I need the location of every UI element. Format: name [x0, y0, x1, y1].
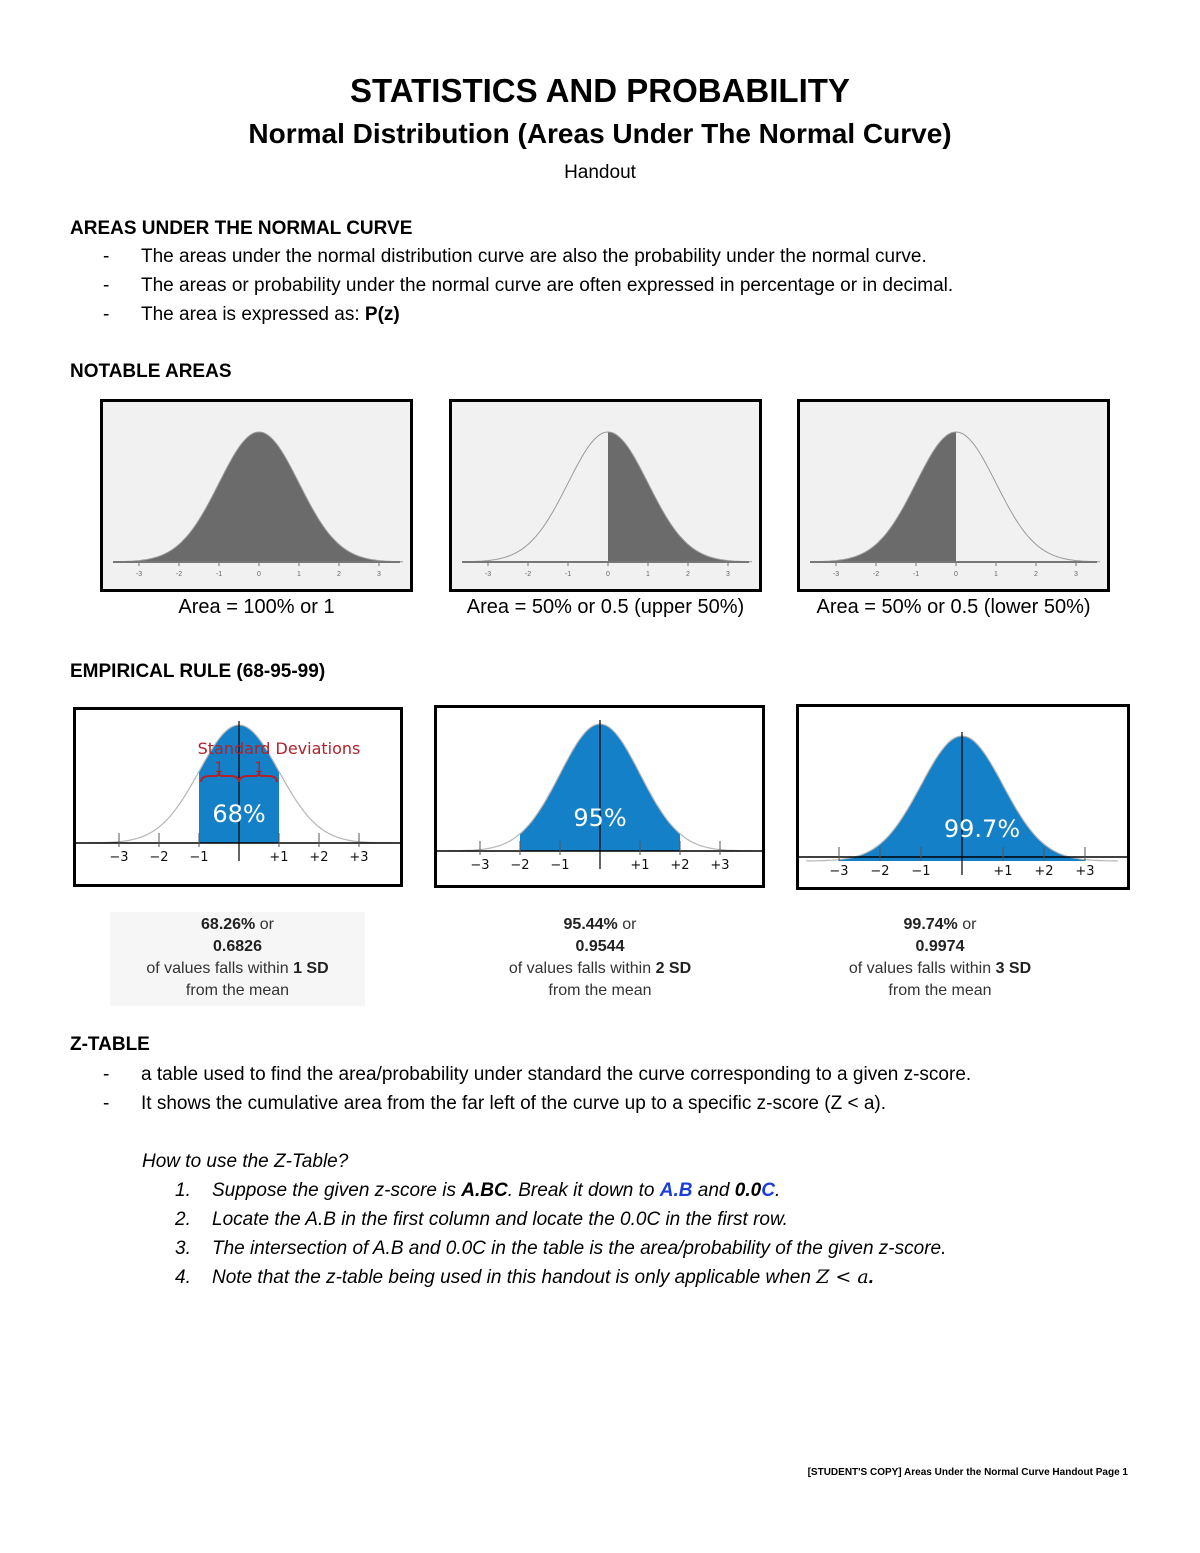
percent-label: 68%	[212, 800, 266, 828]
list-item: 2. Locate the A.B in the first column and locate the 0.0C in the first row.	[175, 1209, 788, 1230]
ztable-how-to	[142, 1147, 946, 1292]
notable-areas-heading: NOTABLE AREAS	[70, 361, 232, 382]
x-tick-label: −1	[189, 850, 209, 865]
x-tick-label: 0	[257, 571, 261, 578]
ztable-heading: Z-TABLE	[70, 1034, 150, 1055]
x-tick-label: 2	[1034, 571, 1038, 578]
empirical-3sd-caption: 99.74% or 0.9974 of values falls within 3 SD from the mean	[848, 916, 1032, 999]
full-area-chart	[100, 399, 413, 592]
empirical-3sd-curve	[799, 707, 1127, 887]
x-tick-label: 0	[954, 571, 958, 578]
list-item: - a table used to find the area/probability under standard the curve corresponding to a given z-score.	[103, 1064, 972, 1085]
x-tick-label: -1	[564, 571, 572, 578]
x-tick-label: +2	[670, 858, 690, 873]
full-area-curve	[103, 402, 410, 589]
x-tick-label: +3	[710, 858, 730, 873]
upper-half-chart	[449, 399, 762, 592]
x-tick-label: +3	[349, 850, 369, 865]
page-subtitle: Normal Distribution (Areas Under The Normal Curve)	[248, 118, 952, 149]
list-item: - The areas under the normal distribution curve are also the probability under the normal curve.	[103, 246, 927, 267]
how-to-question: How to use the Z-Table?	[142, 1151, 349, 1172]
x-tick-label: +1	[993, 864, 1013, 879]
x-tick-label: -1	[912, 571, 920, 578]
x-tick-label: −2	[510, 858, 530, 873]
areas-bullet-list	[70, 242, 953, 329]
ztable-bullet-list	[70, 1060, 971, 1118]
empirical-1sd-chart	[73, 707, 403, 887]
x-tick-label: −3	[829, 864, 849, 879]
x-tick-label: −1	[550, 858, 570, 873]
percent-label: 99.7%	[943, 815, 1021, 843]
x-tick-label: -3	[135, 571, 143, 578]
empirical-1sd-caption: 68.26% or 0.6826 of values falls within 1 SD from the mean	[110, 912, 365, 1006]
lower-half-curve	[800, 402, 1107, 589]
x-tick-label: -3	[484, 571, 492, 578]
x-tick-label: −1	[911, 864, 931, 879]
x-tick-label: -3	[832, 571, 840, 578]
x-tick-label: -2	[175, 571, 183, 578]
x-tick-label: 2	[686, 571, 690, 578]
x-tick-label: -2	[524, 571, 532, 578]
standard-deviations-label: Standard Deviations	[197, 739, 361, 758]
list-item: 1. Suppose the given z-score is A.BC. Break it down to A.B and 0.0C.	[175, 1180, 781, 1201]
x-tick-label: +1	[269, 850, 289, 865]
lower-half-chart	[797, 399, 1110, 592]
x-tick-label: −2	[870, 864, 890, 879]
upper-half-caption: Area = 50% or 0.5 (upper 50%)	[466, 596, 745, 618]
x-tick-label: 1	[297, 571, 301, 578]
empirical-2sd-curve	[437, 708, 762, 885]
x-tick-label: +1	[630, 858, 650, 873]
x-tick-label: 3	[1074, 571, 1078, 578]
lower-half-caption: Area = 50% or 0.5 (lower 50%)	[816, 596, 1091, 618]
pz-notation: P(z)	[364, 304, 400, 325]
x-tick-label: −3	[470, 858, 490, 873]
sd-one-label-left: 1	[214, 760, 224, 776]
empirical-2sd-caption: 95.44% or 0.9544 of values falls within 2 SD from the mean	[508, 916, 692, 999]
list-item: - The areas or probability under the normal curve are often expressed in percentage or in decimal.	[103, 275, 954, 296]
x-tick-label: −3	[109, 850, 129, 865]
x-tick-label: 3	[377, 571, 381, 578]
sd-one-label-right: 1	[254, 760, 264, 776]
empirical-heading: EMPIRICAL RULE (68-95-99)	[70, 661, 326, 682]
empirical-1sd-curve	[76, 710, 400, 884]
list-item: 4. Note that the z-table being used in this handout is only applicable when Z < a.	[175, 1266, 874, 1288]
areas-heading: AREAS UNDER THE NORMAL CURVE	[70, 218, 413, 239]
upper-half-curve	[452, 402, 759, 589]
how-to-steps	[142, 1176, 946, 1292]
x-tick-label: +2	[309, 850, 329, 865]
x-tick-label: 1	[646, 571, 650, 578]
list-item: - It shows the cumulative area from the far left of the curve up to a specific z-score (Z < a).	[103, 1093, 887, 1114]
empirical-2sd-chart	[434, 705, 765, 888]
x-tick-label: -2	[872, 571, 880, 578]
list-item: - The area is expressed as: P(z)	[103, 304, 400, 325]
x-tick-label: 3	[726, 571, 730, 578]
x-tick-label: −2	[149, 850, 169, 865]
page-title: STATISTICS AND PROBABILITY	[350, 72, 850, 109]
document-kind: Handout	[564, 162, 636, 183]
full-area-caption: Area = 100% or 1	[178, 596, 335, 618]
page-footer: [STUDENT'S COPY] Areas Under the Normal Curve Handout Page 1	[807, 1467, 1128, 1478]
x-tick-label: 1	[994, 571, 998, 578]
empirical-3sd-chart	[796, 704, 1130, 890]
x-tick-label: -1	[215, 571, 223, 578]
x-tick-label: +3	[1075, 864, 1095, 879]
list-item: 3. The intersection of A.B and 0.0C in the table is the area/probability of the given z-score.	[175, 1238, 947, 1259]
x-tick-label: +2	[1034, 864, 1054, 879]
x-tick-label: 2	[337, 571, 341, 578]
x-tick-label: 0	[606, 571, 610, 578]
percent-label: 95%	[573, 804, 627, 832]
